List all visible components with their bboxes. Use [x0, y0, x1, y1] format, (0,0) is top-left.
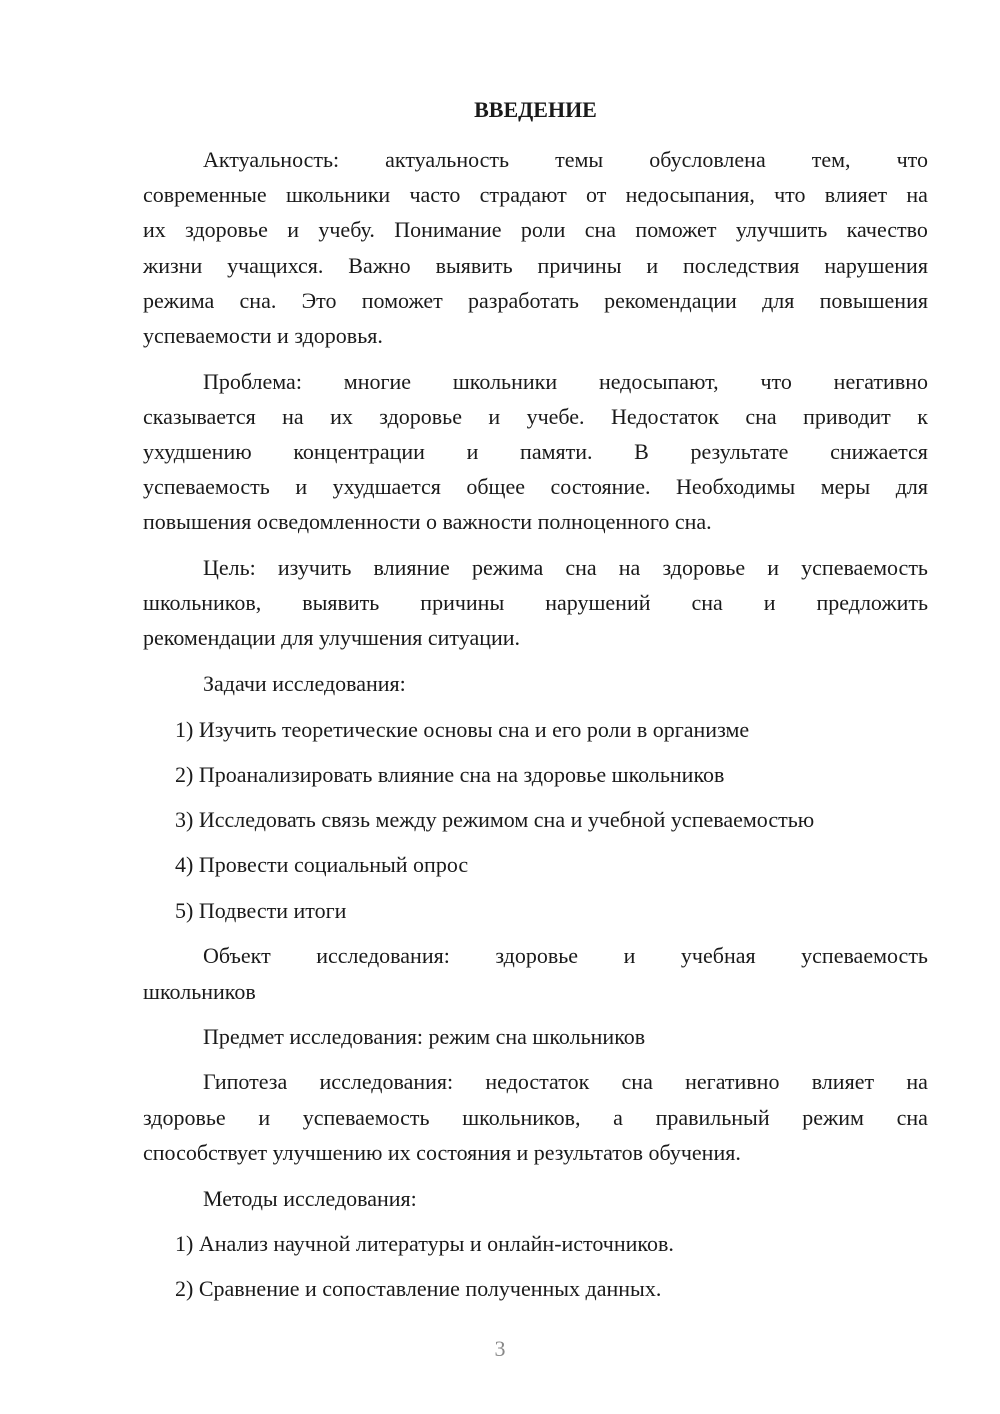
text-line: ухудшению концентрации и памяти. В результате снижается: [143, 439, 928, 464]
list-item: 1) Изучить теоретические основы сна и его роли в организме: [175, 717, 750, 742]
text-line: школьников: [143, 979, 256, 1004]
list-item: 2) Проанализировать влияние сна на здоровье школьников: [175, 762, 725, 787]
text-line: Актуальность: актуальность темы обусловлена тем, что: [203, 147, 928, 172]
text-line: Объект исследования: здоровье и учебная успеваемость: [203, 943, 928, 968]
list-item: 3) Исследовать связь между режимом сна и учебной успеваемостью: [175, 807, 815, 832]
list-item: 2) Сравнение и сопоставление полученных данных.: [175, 1276, 662, 1301]
text-line: их здоровье и учебу. Понимание роли сна поможет улучшить качество: [143, 217, 928, 242]
text-line: режима сна. Это поможет разработать рекомендации для повышения: [143, 288, 928, 313]
text-line: здоровье и успеваемость школьников, а правильный режим сна: [143, 1105, 928, 1130]
text-line: рекомендации для улучшения ситуации.: [143, 625, 521, 650]
text-line: успеваемости и здоровья.: [143, 323, 383, 348]
text-line: Проблема: многие школьники недосыпают, что негативно: [203, 369, 928, 394]
text-line: успеваемость и ухудшается общее состояние. Необходимы меры для: [143, 474, 928, 499]
page-number: 3: [494, 1336, 506, 1361]
list-item: 5) Подвести итоги: [175, 898, 347, 923]
list-item: 1) Анализ научной литературы и онлайн-источников.: [175, 1231, 674, 1256]
text-line: способствует улучшению их состояния и результатов обучения.: [143, 1140, 741, 1165]
text-line: школьников, выявить причины нарушений сна и предложить: [143, 590, 928, 615]
page-title: ВВЕДЕНИЕ: [474, 97, 597, 122]
text-line: Гипотеза исследования: недостаток сна негативно влияет на: [203, 1069, 928, 1094]
text-line: Цель: изучить влияние режима сна на здоровье и успеваемость: [203, 555, 928, 580]
text-line: повышения осведомленности о важности полноценного сна.: [143, 509, 712, 534]
text-line: жизни учащихся. Важно выявить причины и последствия нарушения: [143, 253, 928, 278]
text-line: современные школьники часто страдают от недосыпания, что влияет на: [143, 182, 928, 207]
text-line: сказывается на их здоровье и учебе. Недостаток сна приводит к: [143, 404, 928, 429]
subject-paragraph: Предмет исследования: режим сна школьников: [203, 1024, 646, 1049]
list-item: 4) Провести социальный опрос: [175, 852, 469, 877]
methods-heading: Методы исследования:: [203, 1186, 417, 1211]
tasks-heading: Задачи исследования:: [203, 671, 406, 696]
